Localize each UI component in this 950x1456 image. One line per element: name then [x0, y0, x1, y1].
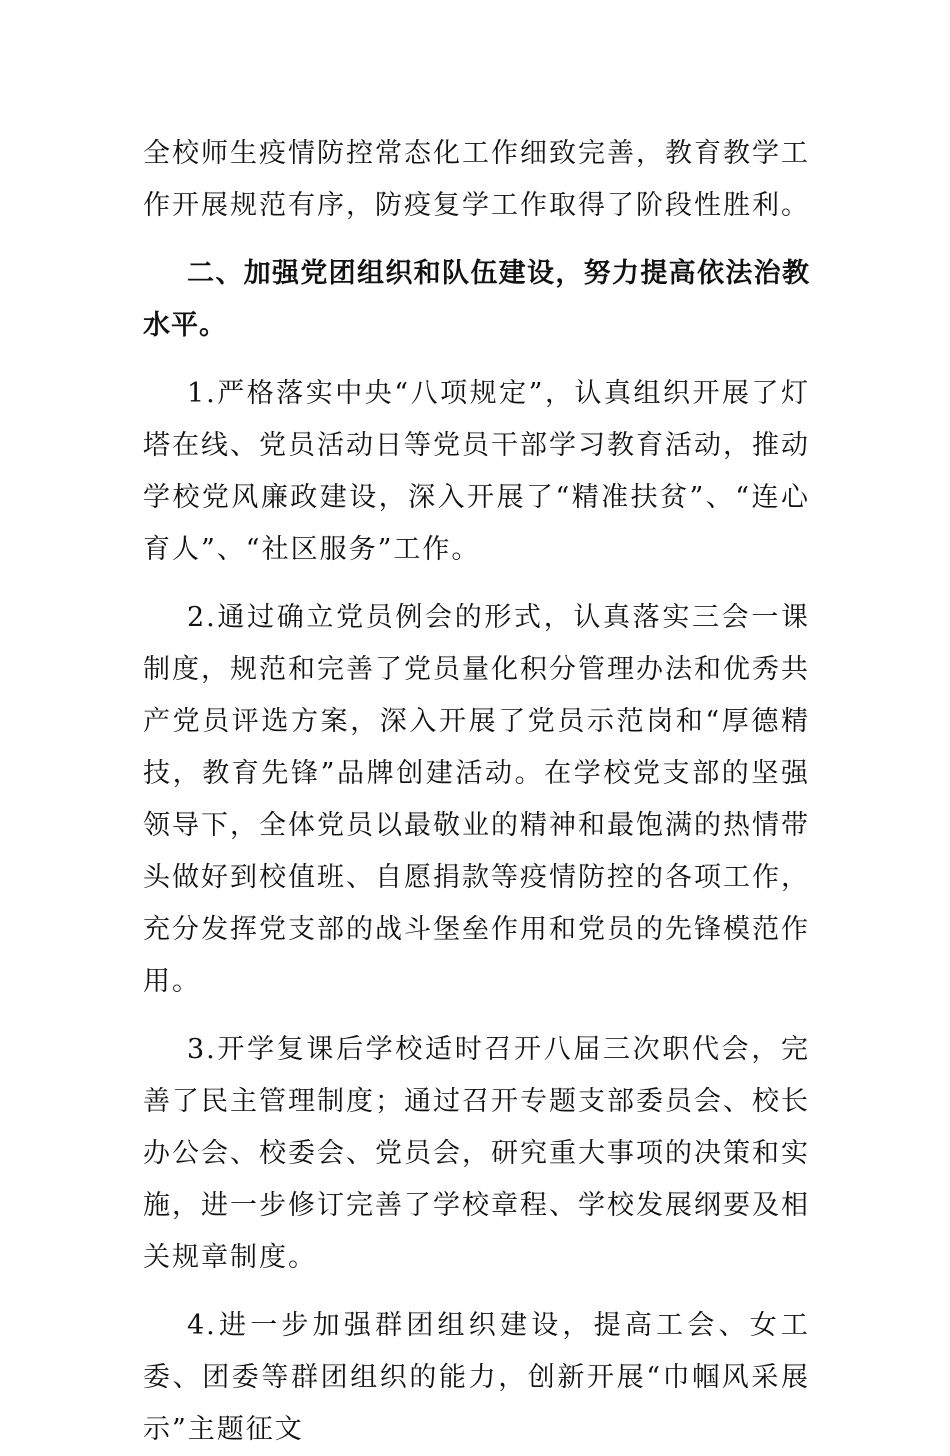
body-paragraph-continued: 全校师生疫情防控常态化工作细致完善，教育教学工作开展规范有序，防疫复学工作取得了阶段性胜利。	[143, 138, 810, 221]
body-paragraph-2: 2.通过确立党员例会的形式，认真落实三会一课制度，规范和完善了党员量化积分管理办法和优秀共产党员评选方案，深入开展了党员示范岗和“厚德精技，教育先锋”品牌创建活动。在学校党支部的坚强领导下，全体党员以最敬业的精神和最饱满的热情带头做好到校值班、自愿捐款等疫情防控的各项工作，充分发挥党支部的战斗堡垒作用和党员的先锋模范作用。	[143, 602, 810, 997]
section-heading: 二、加强党团组织和队伍建设，努力提高依法治教水平。	[143, 258, 810, 341]
body-paragraph-4: 4.进一步加强群团组织建设，提高工会、女工委、团委等群团组织的能力，创新开展“巾帼风采展示”主题征文	[143, 1310, 810, 1445]
body-paragraph-1: 1.严格落实中央“八项规定”，认真组织开展了灯塔在线、党员活动日等党员干部学习教育活动，推动学校党风廉政建设，深入开展了“精准扶贫”、“连心育人”、“社区服务”工作。	[143, 378, 810, 565]
body-paragraph-3: 3.开学复课后学校适时召开八届三次职代会，完善了民主管理制度；通过召开专题支部委员会、校长办公会、校委会、党员会，研究重大事项的决策和实施，进一步修订完善了学校章程、学校发展纲要及相关规章制度。	[143, 1034, 810, 1273]
